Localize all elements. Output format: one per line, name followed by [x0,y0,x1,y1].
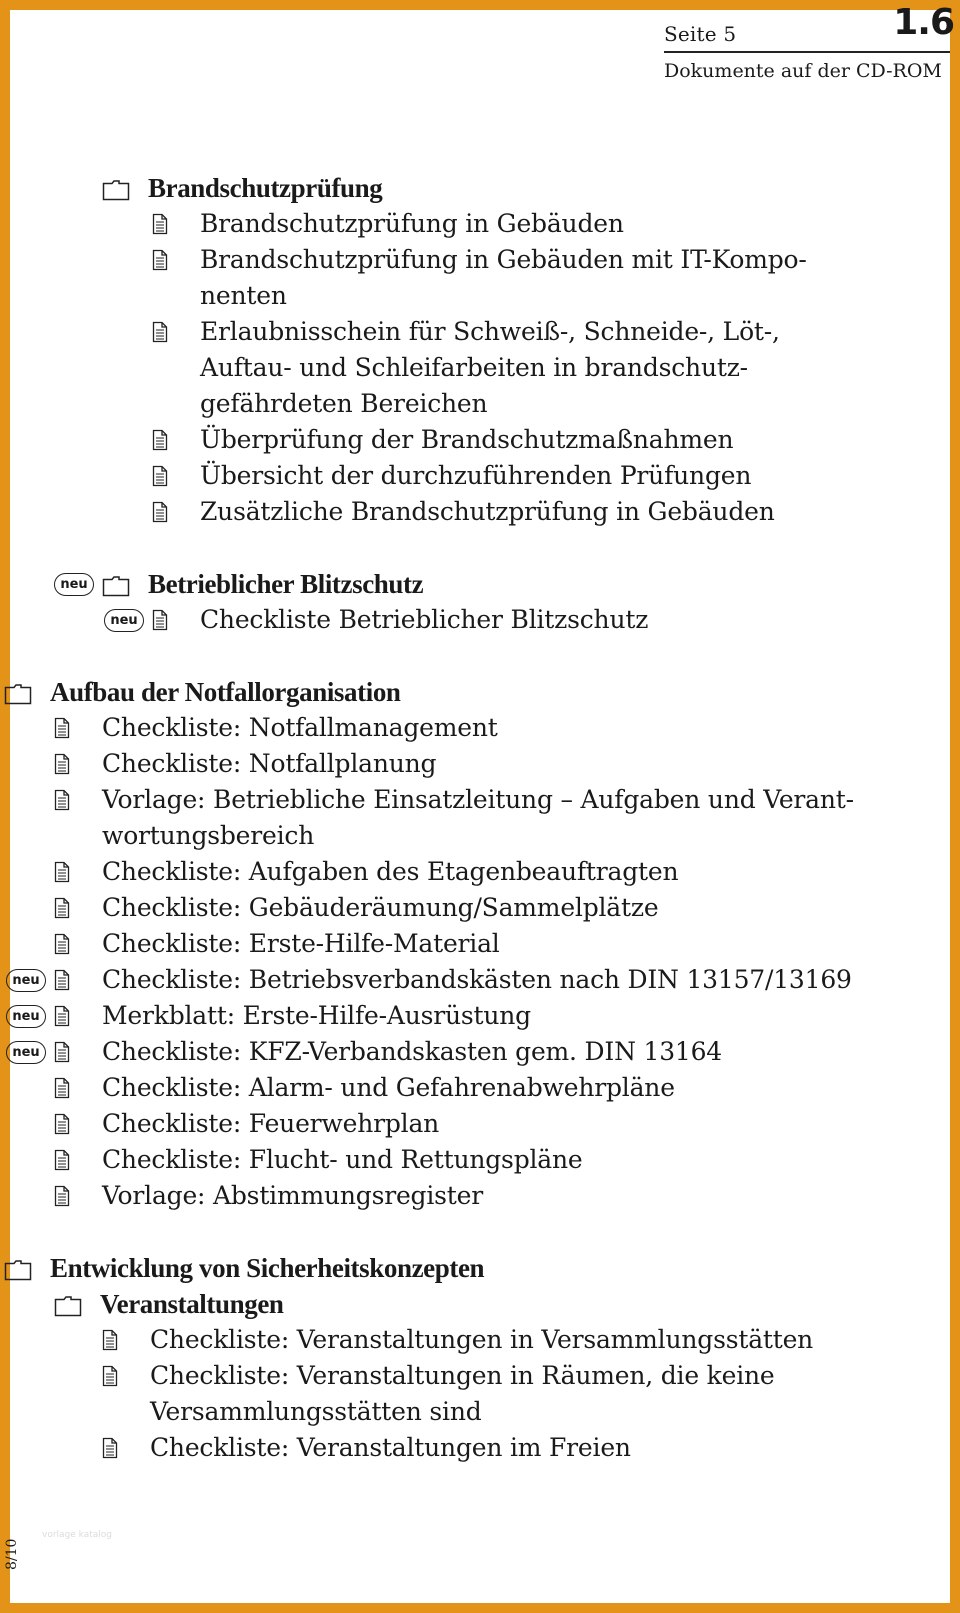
entry-line: Betrieblicher Blitzschutz [148,569,424,599]
document-entry [54,998,531,1034]
entry-line: Checkliste: Alarm- und Gefahrenabwehrpläne [102,1073,675,1102]
document-icon [54,1185,70,1207]
document-title [200,494,775,530]
document-entry [152,422,733,458]
folder-title [148,170,382,206]
folder-icon [102,179,130,201]
entry-line: Versammlungsstätten sind [150,1397,482,1426]
document-title [102,782,854,854]
header-divider [664,51,950,53]
document-title [150,1322,813,1358]
document-icon [54,1005,70,1027]
document-entry [54,1070,675,1106]
entry-line: Entwicklung von Sicherheitskonzepten [50,1253,485,1283]
document-icon [152,609,168,631]
document-entry [54,854,678,890]
document-entry [54,710,498,746]
document-icon [152,321,168,343]
document-title [200,242,807,314]
entry-line: Brandschutzprüfung [148,173,383,203]
document-icon [152,429,168,451]
entry-line: Checkliste: Erste-Hilfe-Material [102,929,500,958]
page-header [664,2,954,90]
document-entry [152,602,648,638]
entry-line: Checkliste: Veranstaltungen im Freien [150,1433,631,1462]
document-entry [152,206,624,242]
entry-line: Checkliste: Notfallmanagement [102,713,498,742]
document-entry [54,746,436,782]
document-icon [102,1329,118,1351]
folder-icon [102,575,130,597]
document-title [102,998,531,1034]
neu-badge: neu [6,1041,46,1064]
document-title [102,962,852,998]
entry-line: Brandschutzprüfung in Gebäuden mit IT-Kompo- [200,245,807,274]
folder-title [100,1286,284,1322]
entry-line: Checkliste: Feuerwehrplan [102,1109,440,1138]
document-icon [54,1149,70,1171]
folder-entry [4,674,401,710]
entry-line: Checkliste: Veranstaltungen in Räumen, die keine [150,1361,775,1390]
document-entry [102,1430,631,1466]
document-icon [54,897,70,919]
entry-line: Checkliste: Veranstaltungen in Versammlungsstätten [150,1325,814,1354]
folder-title [148,566,423,602]
document-icon [54,933,70,955]
footer-page-mark: 8/10 [4,1538,20,1570]
chapter-number: 1.6 [893,2,954,43]
document-icon [54,789,70,811]
entry-line: Veranstaltungen [100,1289,284,1319]
entry-line: Auftau- und Schleifarbeiten in brandschutz- [200,353,748,382]
document-title [102,1070,675,1106]
entry-line: gefährdeten Bereichen [200,389,488,418]
entry-line: Übersicht der durchzuführenden Prüfungen [200,461,752,490]
document-title [200,206,624,242]
folder-entry [4,1250,484,1286]
document-icon [54,1041,70,1063]
folder-icon [54,1295,82,1317]
entry-line: wortungsbereich [102,821,315,850]
document-title [102,710,498,746]
document-title [102,1178,483,1214]
folder-entry [102,170,382,206]
document-entry [54,1142,583,1178]
document-entry [102,1322,813,1358]
document-title [150,1430,631,1466]
entry-line: Merkblatt: Erste-Hilfe-Ausrüstung [102,1001,531,1030]
page-number: Seite 5 [664,22,737,46]
entry-line: Zusätzliche Brandschutzprüfung in Gebäuden [200,497,775,526]
document-title [102,854,678,890]
document-title [102,746,436,782]
folder-title [50,674,401,710]
document-icon [54,1077,70,1099]
document-title [102,1142,583,1178]
folder-icon [4,683,32,705]
entry-line: Checkliste: Notfallplanung [102,749,437,778]
neu-badge: neu [54,573,94,596]
folder-entry [54,1286,284,1322]
header-subtitle: Dokumente auf der CD-ROM [664,60,942,82]
entry-line: Checkliste: Betriebsverbandskästen nach DIN 13157/13169 [102,965,852,994]
entry-line: Checkliste: Gebäuderäumung/Sammelplätze [102,893,659,922]
document-entry [54,962,852,998]
entry-line: Checkliste: Flucht- und Rettungspläne [102,1145,583,1174]
document-entry [54,926,500,962]
entry-line: Vorlage: Abstimmungsregister [102,1181,483,1210]
entry-line: Brandschutzprüfung in Gebäuden [200,209,624,238]
document-icon [54,969,70,991]
neu-badge: neu [6,969,46,992]
document-title [102,1034,722,1070]
document-icon [102,1365,118,1387]
document-entry [54,1034,722,1070]
neu-badge: neu [104,609,144,632]
document-icon [152,213,168,235]
document-icon [54,1113,70,1135]
entry-line: Überprüfung der Brandschutzmaßnahmen [200,425,734,454]
entry-line: Aufbau der Notfallorganisation [50,677,401,707]
document-entry [152,242,807,314]
document-title [102,890,658,926]
document-icon [54,717,70,739]
document-entry [152,458,751,494]
document-icon [102,1437,118,1459]
document-entry [152,314,780,422]
document-entry [54,1106,439,1142]
neu-badge: neu [6,1005,46,1028]
document-icon [54,753,70,775]
document-entry [54,782,854,854]
entry-line: Checkliste Betrieblicher Blitzschutz [200,605,649,634]
document-page [4,2,954,1603]
entry-line: Erlaubnisschein für Schweiß-, Schneide-, Löt-, [200,317,780,346]
document-title [150,1358,775,1430]
entry-line: Vorlage: Betriebliche Einsatzleitung – Aufgaben und Verant- [102,785,854,814]
document-title [200,602,648,638]
document-icon [152,501,168,523]
document-entry [54,1178,483,1214]
document-title [102,1106,439,1142]
document-entry [102,1358,775,1430]
document-title [200,458,751,494]
document-icon [152,465,168,487]
document-title [200,422,733,458]
document-title [200,314,780,422]
entry-line: Checkliste: KFZ-Verbandskasten gem. DIN 13164 [102,1037,723,1066]
folder-title [50,1250,484,1286]
watermark-text: vorlage katalog [42,1530,112,1540]
entry-line: Checkliste: Aufgaben des Etagenbeauftragten [102,857,679,886]
document-entry [152,494,775,530]
entry-line: nenten [200,281,287,310]
document-icon [54,861,70,883]
document-title [102,926,500,962]
folder-icon [4,1259,32,1281]
folder-entry [102,566,423,602]
document-icon [152,249,168,271]
document-entry [54,890,658,926]
